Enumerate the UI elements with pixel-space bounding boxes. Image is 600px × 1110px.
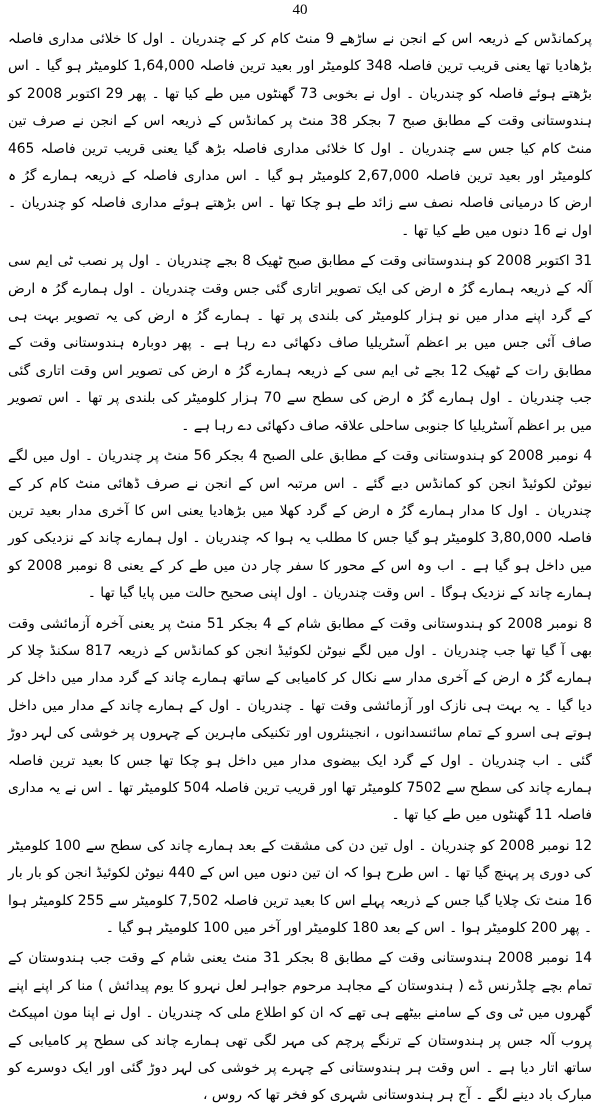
body-text bbox=[8, 26, 593, 1104]
paragraph: 8 نومبر 2008 کو ہندوستانی وقت کے مطابق شام کے 4 بجکر 51 منٹ پر یعنی آخرہ آزمائشی وقت بھی آ گیا تھا جب چندریان ۔ اول میں لگے نیوٹن لکوئیڈ انجن کو کمانڈس کے ذریعہ 817 سکنڈ چلا کر ہمارے گرُ ہ ارض کے آخری مدار سے نکال کر کامیابی کے ساتھ ہمارے چاند کے گرد مدار میں داخل کر دیا گیا ۔ یہ بہت ہی نازک اور آزمائشی وقت تھا ۔ چندریان ۔ اول کے ہمارے چاند کے مدار میں داخل ہوتے ہی اسرو کے تمام سائنسدانوں ، انجینئروں اور تکنیکی ماہرین کے چہروں پر خوشی کی لہر دوڑ گئی ۔ اب چندریان ۔ اول کے گرد ایک بیضوی مدار میں داخل ہو چکا تھا جس کا بعید ترین فاصلہ ہمارے چاند کی سطح سے 7502 کلومیٹر تھا اور قریب ترین فاصلہ 504 کلومیٹر تھا ۔ اس نے یہ مداری فاصلہ 11 گھنٹوں میں طے کیا تھا ۔ bbox=[8, 615, 593, 824]
paragraph: 4 نومبر 2008 کو ہندوستانی وقت کے مطابق علی الصبح 4 بجکر 56 منٹ پر چندریان ۔ اول میں لگے نیوٹن لکوئیڈ انجن کو کمانڈس دیے گئے ۔ اس مرتبہ اس کے انجن نے صرف ڈھائی منٹ کام کر کے چندریان ۔ اول کا مدار ہمارے گرُ ہ ارض کے گرد کھلا میں بڑھادیا یعنی اس کا آخری مدار بعید ترین فاصلہ 3,80,000 کلومیٹر ہو گیا جس کا مطلب یہ ہوا کہ چندریان ۔ اول ہمارے چاند کے نزدیکی کور میں داخل ہو گیا ہے ۔ اب وہ اس کے محور کا سفر چار دن میں طے کر کے یعنی 8 نومبر 2008 کو ہمارے چاند کے نزدیک ہوگا ۔ اس وقت چندریان ۔ اول اپنی صحیح حالت میں پایا گیا تھا ۔ bbox=[8, 448, 593, 602]
page-number: 40 bbox=[292, 2, 308, 18]
paragraph: 31 اکتوبر 2008 کو ہندوستانی وقت کے مطابق صبح ٹھیک 8 بجے چندریان ۔ اول پر نصب ٹی ایم سی آلہ کے ذریعہ ہمارے گرُ ہ ارض کی ایک تصویر اتاری گئی جس وقت چندریان ۔ اول ہمارے گرُ ہ ارض کے گرد اپنے مدار میں نو ہزار کلومیٹر کی بلندی پر تھا ۔ ہمارے گرُ ہ ارض کی یہ تصویر بہت ہی صاف آئی جس میں بر اعظم آسٹریلیا صاف دکھائی دے رہا ہے ۔ پھر دوبارہ ہندوستانی وقت کے مطابق رات کے ٹھیک 12 بجے ٹی ایم سی کے ذریعہ ہمارے گرُ ہ ارض کی تصویر اس وقت اتاری گئی جب چندریان ۔ اول ہمارے گرُ ہ ارض کی سطح سے 70 ہزار کلومیٹر کی بلندی پر تھا ۔ اس تصویر میں بر اعظم آسٹریلیا کا جنوبی ساحلی علاقہ صاف دکھائی دے رہا ہے ۔ bbox=[8, 253, 592, 434]
paragraph: 12 نومبر 2008 کو چندریان ۔ اول تین دن کی مشقت کے بعد ہمارے چاند کی سطح سے 100 کلومیٹر کی دوری پر پہنچ گیا تھا ۔ اس طرح ہوا کہ ان تین دنوں میں اس کے 440 نیوٹن لکوئیڈ انجن کو بار بار 16 منٹ تک چلایا گیا جس کے ذریعہ پہلے اس کا بعید ترین فاصلہ 7,502 کلومیٹر سے 255 کلومیٹر ہوا ۔ پھر 200 کلومیٹر ہوا ۔ اس کے بعد 180 کلومیٹر اور آخر میں 100 کلومیٹر ہو گیا ۔ bbox=[8, 837, 593, 936]
paragraph: 14 نومبر 2008 ہندوستانی وقت کے مطابق 8 بجکر 31 منٹ یعنی شام کے وقت جب ہندوستان کے تمام بچے چلڈرنس ڈے ( ہندوستان کے مجاہد مرحوم جواہر لعل نہرو کا یوم پیدائش ) منا کر اپنے اپنے گھروں میں ٹی وی کے سامنے بیٹھے ہی تھے کہ ان کو اطلاع ملی کہ چندریان ۔ اول نے اپنا مون امپیکٹ پروب آلہ جس پر ہندوستان کے ترنگے پرچم کی مہر لگی تھی ہمارے چاند کی سطح پر کامیابی کے ساتھ اتار دیا ہے ۔ اس وقت ہر ہندوستانی کے چہرے پر خوشی کی لہر دوڑ گئی اور ایک دوسرے کو مبارک باد دینے لگے ۔ آج ہر ہندوستانی شہری کو فخر تھا کہ روس ، bbox=[8, 950, 592, 1104]
paragraph: پرکمانڈس کے ذریعہ اس کے انجن نے ساڑھے 9 منٹ کام کر کے چندریان ۔ اول کا خلائی مداری فاصلہ بڑھادیا تھا یعنی قریب ترین فاصلہ 348 کلومیٹر اور بعید ترین فاصلہ 1,64,000 کلومیٹر ہو گیا ۔ اس بڑھتے ہوئے فاصلہ کو چندریان ۔ اول نے بخوبی 73 گھنٹوں میں طے کیا تھا ۔ پھر 29 اکتوبر 2008 کو ہندوستانی وقت کے مطابق صبح 7 بجکر 38 منٹ پر کمانڈس کے ذریعہ اس کے انجن نے صرف تین منٹ کام کیا جس سے چندریان ۔ اول کا خلائی مداری فاصلہ بڑھ گیا یعنی قریب ترین فاصلہ 465 کلومیٹر اور بعید ترین فاصلہ 2,67,000 کلومیٹر ہو گیا ۔ اس مداری فاصلہ کے ذریعہ ہمارے گرُ ہ ارض کا درمیانی فاصلہ نصف سے زائد طے ہو چکا تھا ۔ اس بڑھتے ہوئے مداری فاصلہ کو چندریان ۔ اول نے 16 دنوں میں طے کیا تھا ۔ bbox=[8, 31, 592, 239]
